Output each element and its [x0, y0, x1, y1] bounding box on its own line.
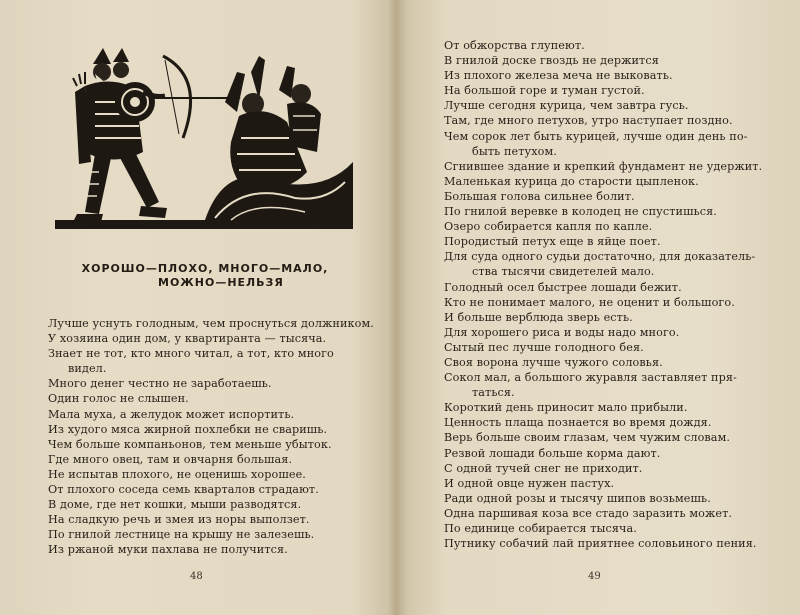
- text-line: Для хорошего риса и воды надо много.: [444, 325, 680, 339]
- text-line: Кто не понимает малого, не оценит и большого.: [444, 295, 735, 309]
- text-line: От обжорства глупеют.: [444, 39, 585, 52]
- text-line: Для суда одного судьи достаточно, для доказатель-: [444, 250, 756, 264]
- page-number: 49: [588, 571, 601, 582]
- text-line: Не испытав плохого, не оценишь хорошее.: [48, 467, 306, 481]
- text-line: Одна паршивая коза все стадо заразить может.: [444, 506, 733, 520]
- text-line: Один голос не слышен.: [48, 392, 189, 406]
- text-line: Верь больше своим глазам, чем чужим словам.: [444, 431, 731, 445]
- text-line: Озеро собирается капля по капле.: [444, 220, 653, 234]
- text-line: Чем сорок лет быть курицей, лучше один день по-: [444, 129, 748, 143]
- text-line: В гнилой доске гвоздь не держится: [444, 54, 659, 68]
- text-line: Сокол мал, а большого журавля заставляет пря-: [444, 371, 737, 385]
- text-line: Лучше сегодня курица, чем завтра гусь.: [444, 99, 689, 113]
- text-line: Большая голова сильнее болит.: [444, 189, 635, 203]
- text-line: Знает не тот, кто много читал, а тот, кто много: [48, 347, 334, 361]
- text-line: Ради одной розы и тысячу шипов возьмешь.: [444, 491, 711, 505]
- section-heading-line1: ХОРОШО—ПЛОХО, МНОГО—МАЛО,: [81, 262, 329, 275]
- text-line: быть петухом.: [472, 144, 557, 158]
- text-line: Ценность плаща познается во время дождя.: [444, 416, 712, 430]
- left-proverbs-list: [48, 316, 374, 558]
- text-line: Сгнившее здание и крепкий фундамент не удержит.: [444, 159, 763, 173]
- right-page: [400, 0, 800, 615]
- text-line: В доме, где нет кошки, мыши разводятся.: [48, 498, 302, 512]
- text-line: видел.: [68, 362, 107, 376]
- page-number: 48: [190, 571, 203, 582]
- text-line: Породистый петух еще в яйце поет.: [444, 235, 661, 249]
- text-line: Путнику собачий лай приятнее соловьиного пения.: [444, 537, 757, 551]
- text-line: На сладкую речь и змея из норы выползет.: [48, 513, 310, 527]
- text-line: Где много овец, там и овчарня большая.: [48, 452, 293, 466]
- text-line: Своя ворона лучше чужого соловья.: [444, 355, 663, 369]
- text-line: Сытый пес лучше голодного бея.: [444, 340, 644, 354]
- text-line: По гнилой веревке в колодец не спустишься.: [444, 205, 717, 219]
- text-line: От плохого соседа семь кварталов страдают.: [48, 483, 319, 497]
- text-line: По единице собирается тысяча.: [444, 522, 637, 535]
- text-line: Резвой лошади больше корма дают.: [444, 446, 661, 460]
- text-line: Маленькая курица до старости цыпленок.: [444, 174, 699, 188]
- text-line: ства тысячи свидетелей мало.: [472, 265, 655, 279]
- section-heading-line2: МОЖНО—НЕЛЬЗЯ: [158, 276, 284, 289]
- text-line: Из плохого железа меча не выковать.: [444, 69, 673, 83]
- text-line: Мала муха, а желудок может испортить.: [48, 407, 295, 421]
- text-line: И больше верблюда зверь есть.: [444, 310, 633, 324]
- text-line: Из ржаной муки пахлава не получится.: [48, 543, 288, 557]
- text-line: Голодный осел быстрее лошади бежит.: [444, 280, 682, 294]
- text-line: Лучше уснуть голодным, чем проснуться должником.: [48, 317, 374, 330]
- left-page: [0, 0, 395, 615]
- woodcut-warriors-illustration: [55, 42, 353, 230]
- text-line: Там, где много петухов, утро наступает поздно.: [444, 114, 733, 128]
- text-line: У хозяина один дом, у квартиранта — тысяча.: [48, 332, 327, 346]
- text-line: С одной тучей снег не приходит.: [444, 461, 643, 475]
- text-line: Чем больше компаньонов, тем меньше убыток.: [48, 437, 332, 451]
- text-line: таться.: [472, 386, 515, 400]
- text-line: Из худого мяса жирной похлебки не сваришь.: [48, 422, 328, 436]
- text-line: Короткий день приносит мало прибыли.: [444, 401, 688, 415]
- text-line: И одной овце нужен пастух.: [444, 476, 615, 490]
- text-line: На большой горе и туман густой.: [444, 84, 645, 98]
- text-line: По гнилой лестнице на крышу не залезешь.: [48, 528, 315, 542]
- text-line: Много денег честно не заработаешь.: [48, 377, 272, 391]
- right-proverbs-list: [444, 38, 763, 551]
